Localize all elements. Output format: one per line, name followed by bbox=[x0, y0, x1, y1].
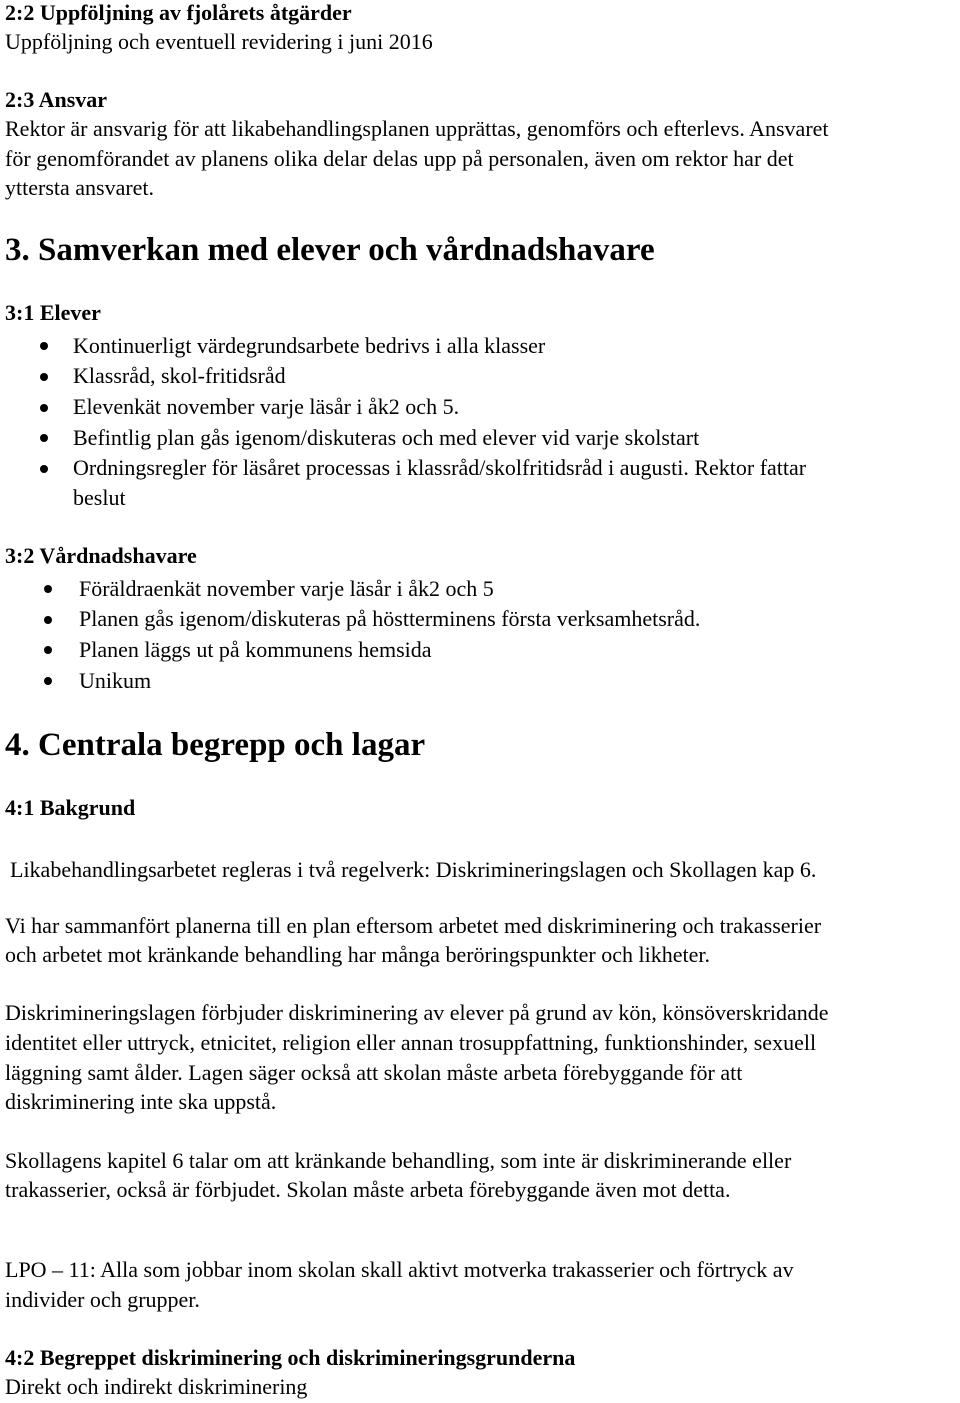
paragraph-line: trakasserier, också är förbjudet. Skolan måste arbeta förebyggande även mot detta. bbox=[5, 1177, 731, 1202]
list-item: Klassråd, skol-fritidsråd bbox=[73, 363, 286, 388]
bullet-icon bbox=[40, 373, 48, 381]
section-2-2-text: Uppföljning och eventuell revidering i juni 2016 bbox=[5, 29, 433, 54]
paragraph-line: Vi har sammanfört planerna till en plan eftersom arbetet med diskriminering och trakasserier bbox=[5, 913, 822, 938]
paragraph-line: diskriminering inte ska uppstå. bbox=[5, 1089, 277, 1114]
bullet-icon bbox=[40, 404, 48, 412]
paragraph-line: Likabehandlingsarbetet regleras i två regelverk: Diskrimineringslagen och Skollagen kap 6. bbox=[10, 857, 817, 882]
list-item: Ordningsregler för läsåret processas i klassråd/skolfritidsråd i augusti. Rektor fattar bbox=[73, 455, 807, 480]
section-4-1-heading: 4:1 Bakgrund bbox=[5, 795, 136, 820]
section-4-heading: 4. Centrala begrepp och lagar bbox=[5, 727, 426, 763]
list-item: Planen läggs ut på kommunens hemsida bbox=[79, 637, 432, 662]
section-4-2-text: Direkt och indirekt diskriminering bbox=[5, 1374, 308, 1399]
bullet-icon bbox=[40, 465, 48, 473]
bullet-icon bbox=[40, 434, 48, 442]
bullet-icon bbox=[44, 616, 52, 624]
section-3-1-heading: 3:1 Elever bbox=[5, 300, 101, 325]
section-2-3-heading: 2:3 Ansvar bbox=[5, 87, 108, 112]
list-item: Befintlig plan gås igenom/diskuteras och med elever vid varje skolstart bbox=[73, 425, 700, 450]
section-2-3-line: för genomförandet av planens olika delar delas upp på personalen, även om rektor har det bbox=[5, 146, 794, 171]
list-item: Unikum bbox=[79, 668, 152, 693]
paragraph-line: Skollagens kapitel 6 talar om att kränkande behandling, som inte är diskriminerande eller bbox=[5, 1148, 792, 1173]
section-2-3-line: Rektor är ansvarig för att likabehandlingsplanen upprättas, genomförs och efterlevs. Ansvaret bbox=[5, 116, 829, 141]
section-2-2-heading: 2:2 Uppföljning av fjolårets åtgärder bbox=[5, 0, 352, 25]
list-item-continuation: beslut bbox=[73, 485, 126, 510]
section-3-heading: 3. Samverkan med elever och vårdnadshavare bbox=[5, 232, 655, 268]
list-item: Föräldraenkät november varje läsår i åk2 och 5 bbox=[79, 576, 494, 601]
list-item: Planen gås igenom/diskuteras på höstterminens första verksamhetsråd. bbox=[79, 606, 701, 631]
bullet-icon bbox=[44, 585, 52, 593]
paragraph-line: individer och grupper. bbox=[5, 1287, 200, 1312]
section-2-3-line: yttersta ansvaret. bbox=[5, 175, 155, 200]
section-4-2-heading: 4:2 Begreppet diskriminering och diskrimineringsgrunderna bbox=[5, 1345, 576, 1370]
bullet-icon bbox=[44, 677, 52, 685]
paragraph-line: läggning samt ålder. Lagen säger också att skolan måste arbeta förebyggande för att bbox=[5, 1060, 743, 1085]
paragraph-line: LPO – 11: Alla som jobbar inom skolan skall aktivt motverka trakasserier och förtryck av bbox=[5, 1257, 794, 1282]
paragraph-line: identitet eller uttryck, etnicitet, religion eller annan trosuppfattning, funktionshinder, sexuell bbox=[5, 1030, 817, 1055]
section-3-2-heading: 3:2 Vårdnadshavare bbox=[5, 543, 197, 568]
bullet-icon bbox=[44, 646, 52, 654]
list-item: Kontinuerligt värdegrundsarbete bedrivs i alla klasser bbox=[73, 333, 546, 358]
bullet-icon bbox=[40, 342, 48, 350]
paragraph-line: Diskrimineringslagen förbjuder diskriminering av elever på grund av kön, könsöverskridande bbox=[5, 1000, 829, 1025]
paragraph-line: och arbetet mot kränkande behandling har många beröringspunkter och likheter. bbox=[5, 942, 710, 967]
list-item: Elevenkät november varje läsår i åk2 och 5. bbox=[73, 394, 460, 419]
